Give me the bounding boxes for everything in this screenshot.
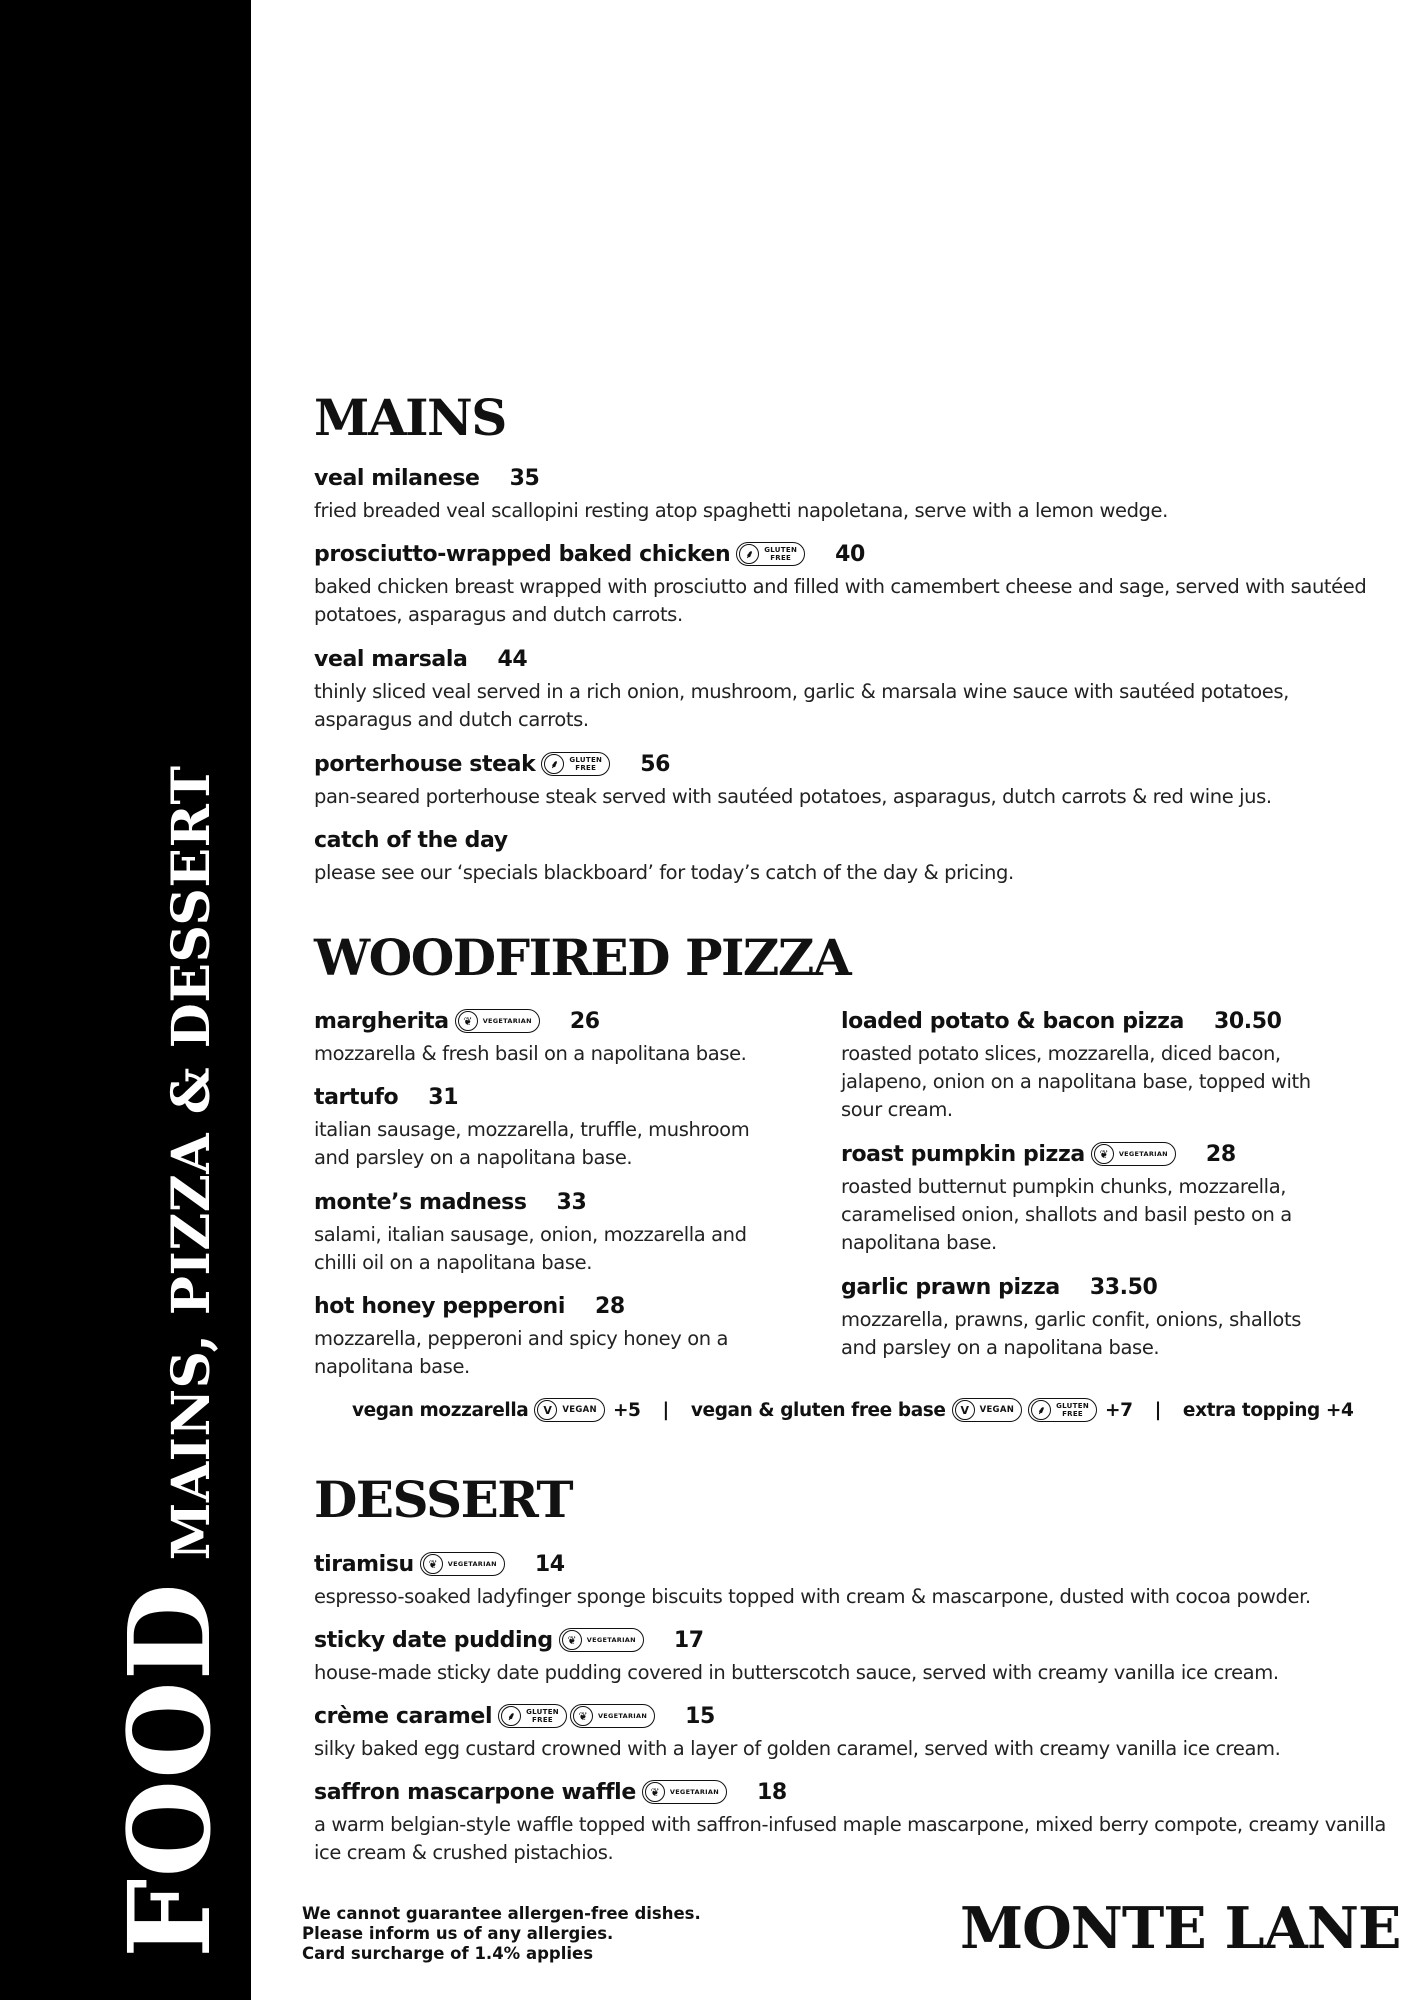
item-name: sticky date pudding	[314, 1627, 553, 1653]
gluten-free-badge	[1028, 1398, 1097, 1422]
badge-label: FREE	[770, 554, 792, 562]
extra-price: +7	[1104, 1399, 1133, 1421]
item-name: loaded potato & bacon pizza	[841, 1008, 1184, 1034]
item-description: pan-seared porterhouse steak served with sautéed potatoes, asparagus, dutch carrots & red wine jus.	[314, 785, 1272, 808]
vegetarian-badge	[420, 1552, 505, 1576]
vegetarian-badge	[570, 1704, 655, 1728]
menu-item	[314, 1775, 1394, 1867]
item-description: espresso-soaked ladyfinger sponge biscuits topped with cream & mascarpone, dusted with cocoa powder.	[314, 1585, 1311, 1608]
menu-item	[314, 1699, 1394, 1763]
menu-item	[314, 642, 1374, 734]
badge-label: GLUTEN	[526, 1708, 559, 1716]
separator: |	[662, 1399, 669, 1421]
item-description: baked chicken breast wrapped with prosciutto and filled with camembert cheese and sage, served with sautéed potatoes, asparagus and dutch carrots.	[314, 575, 1367, 626]
section-title-pizza: WOODFIRED PIZZA	[314, 928, 851, 987]
menu-item	[314, 1080, 784, 1172]
item-price: 33.50	[1089, 1274, 1158, 1300]
item-description: a warm belgian-style waffle topped with saffron-infused maple mascarpone, mixed berry compote, creamy vanilla ice cream & crushed pistachios.	[314, 1813, 1386, 1864]
badge-label: VEGAN	[979, 1405, 1015, 1415]
item-description: thinly sliced veal served in a rich onion, mushroom, garlic & marsala wine sauce with sautéed potatoes, asparagus and dutch carrots.	[314, 680, 1289, 731]
item-price: 28	[594, 1293, 625, 1319]
vegetarian-badge	[1091, 1142, 1176, 1166]
menu-item	[314, 1004, 784, 1068]
badge-label: GLUTEN	[569, 756, 603, 764]
badge-label: VEGETARIAN	[447, 1560, 497, 1568]
menu-item	[314, 1185, 784, 1277]
item-price: 56	[640, 751, 671, 777]
wheat-icon: ⸙	[739, 544, 759, 564]
gluten-free-badge	[736, 542, 805, 566]
item-name: roast pumpkin pizza	[841, 1141, 1085, 1167]
separator: |	[1154, 1399, 1161, 1421]
item-description: house-made sticky date pudding covered in butterscotch sauce, served with creamy vanilla ice cream.	[314, 1661, 1279, 1684]
wheat-icon: ⸙	[544, 754, 564, 774]
vegan-badge	[534, 1398, 605, 1422]
v-icon: V	[537, 1400, 557, 1420]
item-description: mozzarella, pepperoni and spicy honey on a napolitana base.	[314, 1327, 729, 1378]
menu-item	[841, 1004, 1321, 1124]
sidebar-vertical-title	[105, 765, 236, 1958]
extra-price: +5	[612, 1399, 641, 1421]
extra-vegan-gf-base: vegan & gluten free base	[690, 1399, 946, 1421]
notice-line: Card surcharge of 1.4% applies	[302, 1944, 594, 1963]
item-description: silky baked egg custard crowned with a layer of golden caramel, served with creamy vanilla ice cream.	[314, 1737, 1281, 1760]
vegetarian-badge	[642, 1780, 727, 1804]
pizza-extras	[352, 1398, 1352, 1422]
vegetarian-badge	[455, 1009, 540, 1033]
item-description: fried breaded veal scallopini resting atop spaghetti napoletana, serve with a lemon wedge.	[314, 499, 1168, 522]
item-description: mozzarella & fresh basil on a napolitana base.	[314, 1042, 747, 1065]
item-name: garlic prawn pizza	[841, 1274, 1060, 1300]
v-icon: V	[955, 1400, 975, 1420]
menu-item	[314, 1623, 1394, 1687]
section-title-dessert: DESSERT	[314, 1470, 573, 1529]
item-description: italian sausage, mozzarella, truffle, mushroom and parsley on a napolitana base.	[314, 1118, 750, 1169]
item-price: 18	[756, 1779, 787, 1805]
item-name: crème caramel	[314, 1703, 493, 1729]
item-description: please see our ‘specials blackboard’ for today’s catch of the day & pricing.	[314, 861, 1014, 884]
menu-item	[841, 1270, 1321, 1362]
item-description: roasted butternut pumpkin chunks, mozzarella, caramelised onion, shallots and basil pesto on a napolitana base.	[841, 1175, 1292, 1254]
leaf-icon: ❦	[562, 1630, 582, 1650]
leaf-icon: ❦	[458, 1011, 478, 1031]
item-price: 17	[673, 1627, 704, 1653]
item-price: 26	[569, 1008, 600, 1034]
item-name: veal milanese	[314, 465, 480, 491]
leaf-icon: ❦	[423, 1554, 443, 1574]
item-description: salami, italian sausage, onion, mozzarella and chilli oil on a napolitana base.	[314, 1223, 747, 1274]
menu-item	[314, 1547, 1394, 1611]
badge-label: FREE	[1062, 1410, 1084, 1418]
item-price: 14	[534, 1551, 565, 1577]
notice-line: Please inform us of any allergies.	[302, 1924, 614, 1943]
badge-label: VEGETARIAN	[586, 1636, 636, 1644]
wheat-icon: ⸙	[1031, 1400, 1051, 1420]
menu-item	[314, 461, 1374, 525]
item-description: roasted potato slices, mozzarella, diced bacon, jalapeno, onion on a napolitana base, topped with sour cream.	[841, 1042, 1311, 1121]
menu-item	[314, 747, 1374, 811]
item-price: 31	[428, 1084, 459, 1110]
item-price: 30.50	[1213, 1008, 1282, 1034]
item-name: tiramisu	[314, 1551, 414, 1577]
badge-label: VEGETARIAN	[482, 1017, 532, 1025]
notice-line: We cannot guarantee allergen-free dishes.	[302, 1904, 701, 1923]
gluten-free-badge	[541, 752, 610, 776]
leaf-icon: ❦	[645, 1782, 665, 1802]
item-price: 28	[1205, 1141, 1236, 1167]
badge-label: VEGAN	[562, 1405, 597, 1415]
vegan-badge	[952, 1398, 1023, 1422]
sidebar-subtitle: MAINS, PIZZA & DESSERT	[161, 765, 222, 1561]
item-name: veal marsala	[314, 646, 468, 672]
extra-topping: extra topping +4	[1182, 1399, 1354, 1421]
item-name: prosciutto-wrapped baked chicken	[314, 541, 731, 567]
item-name: margherita	[314, 1008, 449, 1034]
allergy-notice	[302, 1904, 701, 1964]
badge-label: GLUTEN	[764, 546, 798, 554]
item-name: saffron mascarpone waffle	[314, 1779, 636, 1805]
extra-vegan-mozzarella: vegan mozzarella	[352, 1399, 529, 1421]
badge-label: FREE	[532, 1716, 553, 1724]
badge-label: VEGETARIAN	[597, 1712, 648, 1720]
menu-item	[314, 1289, 784, 1381]
item-description: mozzarella, prawns, garlic confit, onions, shallots and parsley on a napolitana base.	[841, 1308, 1301, 1359]
brand-logo: MONTE LANE	[960, 1895, 1401, 1962]
vegetarian-badge	[559, 1628, 644, 1652]
item-name: hot honey pepperoni	[314, 1293, 565, 1319]
sidebar-food-label: FOOD	[105, 1582, 236, 1958]
wheat-icon: ⸙	[501, 1706, 521, 1726]
menu-item	[314, 537, 1374, 629]
leaf-icon: ❦	[1094, 1144, 1114, 1164]
badge-label: VEGETARIAN	[669, 1788, 719, 1796]
item-price: 40	[835, 541, 865, 567]
item-price: 35	[509, 465, 540, 491]
item-price: 44	[497, 646, 528, 672]
item-name: tartufo	[314, 1084, 399, 1110]
menu-item	[314, 823, 1374, 887]
item-price: 33	[556, 1189, 587, 1215]
item-price: 15	[685, 1703, 715, 1729]
section-title-mains: MAINS	[314, 388, 506, 447]
gluten-free-badge	[498, 1704, 567, 1728]
item-name: monte’s madness	[314, 1189, 527, 1215]
badge-label: FREE	[575, 764, 597, 772]
item-name: catch of the day	[314, 827, 508, 853]
badge-label: VEGETARIAN	[1118, 1150, 1168, 1158]
item-name: porterhouse steak	[314, 751, 536, 777]
leaf-icon: ❦	[573, 1706, 593, 1726]
sidebar	[0, 0, 251, 2000]
badge-label: GLUTEN	[1056, 1402, 1089, 1410]
menu-item	[841, 1137, 1321, 1257]
